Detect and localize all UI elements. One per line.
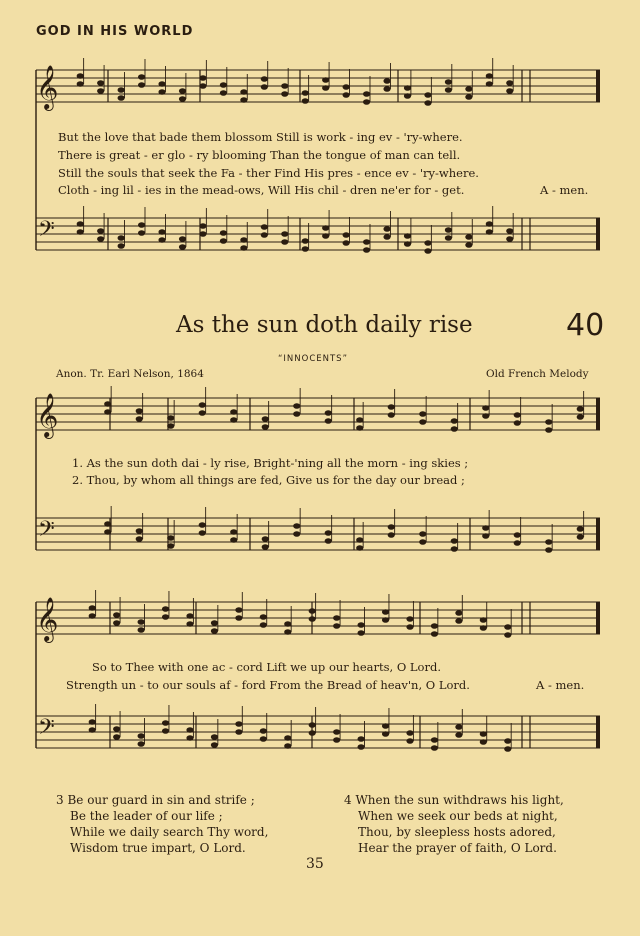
- treble-clef-icon: 𝄞: [36, 65, 59, 109]
- bass-notehead: [136, 528, 143, 534]
- bass-notehead: [220, 238, 227, 244]
- treble-notehead: [325, 418, 332, 424]
- treble-notehead: [261, 84, 268, 90]
- treble-notehead: [333, 623, 340, 629]
- treble-notehead: [431, 623, 438, 629]
- bass-notehead: [333, 737, 340, 743]
- bass-notehead: [89, 727, 96, 733]
- bass-notehead: [104, 521, 111, 527]
- bass-notehead: [431, 737, 438, 743]
- bass-notehead: [356, 537, 363, 543]
- bass-notehead: [199, 223, 206, 229]
- bass-notehead: [179, 244, 186, 250]
- treble-notehead: [358, 622, 365, 628]
- lyric-line: There is great - er glo - ry blooming Than the tongue of man can tell.: [58, 148, 461, 162]
- lyric-line: Cloth - ing lil - ies in the mead-ows, Will His chil - dren ne'er for - get.: [58, 183, 465, 197]
- bass-notehead: [162, 728, 169, 734]
- treble-notehead: [284, 629, 291, 635]
- bass-notehead: [199, 231, 206, 237]
- treble-notehead: [293, 403, 300, 409]
- final-bar: [596, 70, 600, 102]
- bass-notehead: [577, 534, 584, 540]
- bass-notehead: [293, 531, 300, 537]
- bass-notehead: [211, 742, 218, 748]
- tune-name: “INNOCENTS”: [278, 354, 348, 364]
- lyric-line: Still the souls that seek the Fa - ther Find His pres - ence ev - 'ry-where.: [58, 166, 479, 180]
- treble-notehead: [118, 87, 125, 93]
- bass-notehead: [465, 234, 472, 240]
- treble-notehead: [260, 622, 267, 628]
- lyric-line: Strength un - to our souls af - ford From the Bread of heav'n, O Lord.: [66, 678, 470, 692]
- verse-number: 4: [344, 793, 352, 807]
- bass-notehead: [284, 743, 291, 749]
- bass-notehead: [199, 522, 206, 528]
- bass-notehead: [230, 529, 237, 535]
- treble-notehead: [113, 620, 120, 626]
- treble-notehead: [504, 632, 511, 638]
- treble-notehead: [199, 410, 206, 416]
- treble-notehead: [445, 87, 452, 93]
- treble-notehead: [382, 617, 389, 623]
- bass-notehead: [260, 728, 267, 734]
- bass-notehead: [445, 227, 452, 233]
- bass-notehead: [363, 239, 370, 245]
- treble-notehead: [179, 88, 186, 94]
- bass-notehead: [284, 735, 291, 741]
- bass-notehead: [281, 239, 288, 245]
- treble-notehead: [486, 81, 493, 87]
- treble-notehead: [577, 406, 584, 412]
- bass-notehead: [199, 530, 206, 536]
- treble-notehead: [482, 405, 489, 411]
- bass-notehead: [118, 235, 125, 241]
- treble-notehead: [302, 98, 309, 104]
- bass-notehead: [431, 745, 438, 751]
- treble-notehead: [363, 91, 370, 97]
- treble-notehead: [118, 95, 125, 101]
- treble-notehead: [220, 90, 227, 96]
- treble-notehead: [451, 426, 458, 432]
- bass-notehead: [309, 722, 316, 728]
- amen-label: A - men.: [540, 183, 589, 197]
- treble-notehead: [404, 93, 411, 99]
- verse-line: While we daily search Thy word,: [70, 825, 269, 839]
- treble-notehead: [281, 83, 288, 89]
- bass-notehead: [167, 543, 174, 549]
- bass-notehead: [406, 738, 413, 744]
- bass-notehead: [138, 733, 145, 739]
- final-bar: [596, 518, 600, 550]
- treble-notehead: [506, 88, 513, 94]
- treble-notehead: [162, 606, 169, 612]
- bass-notehead: [211, 734, 218, 740]
- treble-notehead: [388, 404, 395, 410]
- bass-notehead: [383, 226, 390, 232]
- treble-notehead: [97, 88, 104, 94]
- bass-notehead: [388, 532, 395, 538]
- treble-notehead: [158, 81, 165, 87]
- treble-notehead: [260, 614, 267, 620]
- treble-notehead: [480, 617, 487, 623]
- treble-notehead: [235, 607, 242, 613]
- bass-notehead: [465, 242, 472, 248]
- verse-line: Thou, by sleepless hosts adored,: [358, 825, 556, 839]
- bass-notehead: [404, 241, 411, 247]
- treble-notehead: [89, 605, 96, 611]
- bass-clef-icon: 𝄢: [38, 217, 55, 247]
- bass-notehead: [89, 719, 96, 725]
- treble-notehead: [325, 410, 332, 416]
- bass-notehead: [293, 523, 300, 529]
- section-header: GOD IN HIS WORLD: [36, 24, 194, 39]
- treble-notehead: [406, 624, 413, 630]
- bass-notehead: [514, 532, 521, 538]
- bass-notehead: [302, 238, 309, 244]
- bass-notehead: [333, 729, 340, 735]
- bass-notehead: [325, 530, 332, 536]
- treble-notehead: [504, 624, 511, 630]
- treble-notehead: [211, 620, 218, 626]
- bass-notehead: [261, 224, 268, 230]
- treble-notehead: [356, 417, 363, 423]
- bass-notehead: [506, 228, 513, 234]
- treble-clef-icon: 𝄞: [36, 393, 59, 437]
- bass-notehead: [230, 537, 237, 543]
- bass-notehead: [486, 221, 493, 227]
- bass-notehead: [167, 535, 174, 541]
- verse-3: [56, 792, 268, 856]
- verse-line: Be the leader of our life ;: [70, 809, 223, 823]
- treble-notehead: [199, 83, 206, 89]
- treble-notehead: [322, 77, 329, 83]
- bass-notehead: [480, 731, 487, 737]
- treble-notehead: [240, 89, 247, 95]
- bass-notehead: [424, 248, 431, 254]
- verse-number: 3: [56, 793, 64, 807]
- treble-notehead: [186, 621, 193, 627]
- treble-notehead: [455, 618, 462, 624]
- bass-notehead: [162, 720, 169, 726]
- treble-notehead: [104, 409, 111, 415]
- bass-notehead: [419, 539, 426, 545]
- treble-notehead: [486, 73, 493, 79]
- bass-notehead: [179, 236, 186, 242]
- bass-notehead: [322, 233, 329, 239]
- treble-notehead: [199, 75, 206, 81]
- verse-line: Wisdom true impart, O Lord.: [70, 841, 246, 855]
- bass-notehead: [138, 741, 145, 747]
- bass-notehead: [104, 529, 111, 535]
- bass-notehead: [113, 734, 120, 740]
- bass-notehead: [363, 247, 370, 253]
- treble-notehead: [451, 418, 458, 424]
- treble-notehead: [309, 616, 316, 622]
- bass-notehead: [186, 735, 193, 741]
- treble-notehead: [343, 84, 350, 90]
- bass-notehead: [455, 724, 462, 730]
- bass-notehead: [343, 240, 350, 246]
- bass-clef-icon: 𝄢: [38, 715, 55, 745]
- bass-notehead: [358, 744, 365, 750]
- bass-notehead: [577, 526, 584, 532]
- treble-notehead: [230, 409, 237, 415]
- bass-notehead: [262, 536, 269, 542]
- bass-notehead: [504, 746, 511, 752]
- treble-notehead: [211, 628, 218, 634]
- treble-notehead: [383, 86, 390, 92]
- bass-notehead: [260, 736, 267, 742]
- bass-notehead: [482, 533, 489, 539]
- treble-notehead: [262, 424, 269, 430]
- bass-notehead: [545, 547, 552, 553]
- treble-notehead: [138, 82, 145, 88]
- bass-notehead: [419, 531, 426, 537]
- bass-notehead: [486, 229, 493, 235]
- treble-notehead: [235, 615, 242, 621]
- lyric-line: 1. As the sun doth dai - ly rise, Bright-'ning all the morn - ing skies ;: [72, 456, 469, 470]
- bass-notehead: [358, 736, 365, 742]
- treble-notehead: [514, 420, 521, 426]
- treble-notehead: [358, 630, 365, 636]
- treble-notehead: [480, 625, 487, 631]
- final-bar: [596, 218, 600, 250]
- final-bar: [596, 602, 600, 634]
- bass-notehead: [382, 731, 389, 737]
- bass-notehead: [235, 721, 242, 727]
- bass-notehead: [406, 730, 413, 736]
- treble-notehead: [419, 411, 426, 417]
- treble-notehead: [333, 615, 340, 621]
- bass-notehead: [118, 243, 125, 249]
- treble-notehead: [136, 408, 143, 414]
- treble-notehead: [138, 627, 145, 633]
- hymn-title: As the sun doth daily rise: [176, 312, 473, 338]
- treble-notehead: [424, 92, 431, 98]
- bass-notehead: [325, 538, 332, 544]
- treble-notehead: [577, 414, 584, 420]
- bass-notehead: [451, 546, 458, 552]
- bass-notehead: [281, 231, 288, 237]
- bass-notehead: [514, 540, 521, 546]
- bass-clef-icon: 𝄢: [38, 517, 55, 547]
- treble-notehead: [363, 99, 370, 105]
- treble-notehead: [240, 97, 247, 103]
- bass-notehead: [383, 234, 390, 240]
- bass-notehead: [235, 729, 242, 735]
- bass-notehead: [545, 539, 552, 545]
- treble-clef-icon: 𝄞: [36, 597, 59, 641]
- treble-notehead: [162, 614, 169, 620]
- treble-notehead: [77, 73, 84, 79]
- treble-notehead: [261, 76, 268, 82]
- bass-notehead: [240, 237, 247, 243]
- words-credit: Anon. Tr. Earl Nelson, 1864: [56, 368, 204, 380]
- treble-notehead: [404, 85, 411, 91]
- treble-notehead: [138, 619, 145, 625]
- treble-notehead: [545, 427, 552, 433]
- bass-notehead: [480, 739, 487, 745]
- bass-notehead: [97, 236, 104, 242]
- bass-notehead: [445, 235, 452, 241]
- page-number: 35: [306, 856, 324, 872]
- bass-notehead: [158, 229, 165, 235]
- treble-notehead: [455, 610, 462, 616]
- treble-notehead: [167, 423, 174, 429]
- verse-4: [344, 792, 564, 856]
- treble-notehead: [97, 80, 104, 86]
- bass-notehead: [77, 229, 84, 235]
- treble-notehead: [356, 425, 363, 431]
- bass-notehead: [240, 245, 247, 251]
- treble-notehead: [343, 92, 350, 98]
- music-credit: Old French Melody: [486, 368, 589, 380]
- bass-notehead: [262, 544, 269, 550]
- treble-notehead: [445, 79, 452, 85]
- treble-notehead: [77, 81, 84, 87]
- treble-notehead: [465, 94, 472, 100]
- treble-notehead: [262, 416, 269, 422]
- final-bar: [596, 398, 600, 430]
- verse-line: Hear the prayer of faith, O Lord.: [358, 841, 557, 855]
- treble-notehead: [284, 621, 291, 627]
- bass-notehead: [97, 228, 104, 234]
- treble-notehead: [230, 417, 237, 423]
- bass-notehead: [504, 738, 511, 744]
- treble-notehead: [89, 613, 96, 619]
- lyric-line: So to Thee with one ac - cord Lift we up our hearts, O Lord.: [92, 660, 441, 674]
- bass-notehead: [356, 545, 363, 551]
- lyric-line: 2. Thou, by whom all things are fed, Give us for the day our bread ;: [72, 473, 465, 487]
- bass-notehead: [382, 723, 389, 729]
- treble-notehead: [506, 80, 513, 86]
- treble-notehead: [186, 613, 193, 619]
- hymn-number: 40: [566, 308, 605, 343]
- treble-notehead: [424, 100, 431, 106]
- treble-notehead: [179, 96, 186, 102]
- verse-line: When the sun withdraws his light,: [355, 793, 564, 807]
- treble-notehead: [406, 616, 413, 622]
- amen-label: A - men.: [536, 678, 585, 692]
- bass-notehead: [158, 237, 165, 243]
- bass-notehead: [388, 524, 395, 530]
- bass-notehead: [404, 233, 411, 239]
- bass-notehead: [343, 232, 350, 238]
- treble-notehead: [382, 609, 389, 615]
- treble-notehead: [113, 612, 120, 618]
- bass-notehead: [77, 221, 84, 227]
- treble-notehead: [293, 411, 300, 417]
- treble-notehead: [383, 78, 390, 84]
- treble-notehead: [431, 631, 438, 637]
- treble-notehead: [104, 401, 111, 407]
- bass-notehead: [136, 536, 143, 542]
- treble-notehead: [322, 85, 329, 91]
- treble-notehead: [388, 412, 395, 418]
- bass-notehead: [451, 538, 458, 544]
- bass-notehead: [309, 730, 316, 736]
- treble-notehead: [281, 91, 288, 97]
- treble-notehead: [482, 413, 489, 419]
- lyric-line: But the love that bade them blossom Still is work - ing ev - 'ry-where.: [58, 130, 463, 144]
- treble-notehead: [309, 608, 316, 614]
- bass-notehead: [261, 232, 268, 238]
- final-bar: [596, 716, 600, 748]
- bass-notehead: [455, 732, 462, 738]
- treble-notehead: [419, 419, 426, 425]
- verse-line: Be our guard in sin and strife ;: [67, 793, 255, 807]
- bass-notehead: [482, 525, 489, 531]
- bass-notehead: [186, 727, 193, 733]
- bass-notehead: [506, 236, 513, 242]
- treble-notehead: [220, 82, 227, 88]
- bass-notehead: [302, 246, 309, 252]
- treble-notehead: [167, 415, 174, 421]
- bass-notehead: [220, 230, 227, 236]
- bass-notehead: [138, 230, 145, 236]
- treble-notehead: [199, 402, 206, 408]
- treble-notehead: [302, 90, 309, 96]
- treble-notehead: [158, 89, 165, 95]
- verse-line: When we seek our beds at night,: [358, 809, 558, 823]
- treble-notehead: [136, 416, 143, 422]
- bass-notehead: [138, 222, 145, 228]
- bass-notehead: [322, 225, 329, 231]
- bass-notehead: [113, 726, 120, 732]
- treble-notehead: [545, 419, 552, 425]
- treble-notehead: [514, 412, 521, 418]
- treble-notehead: [465, 86, 472, 92]
- bass-notehead: [424, 240, 431, 246]
- treble-notehead: [138, 74, 145, 80]
